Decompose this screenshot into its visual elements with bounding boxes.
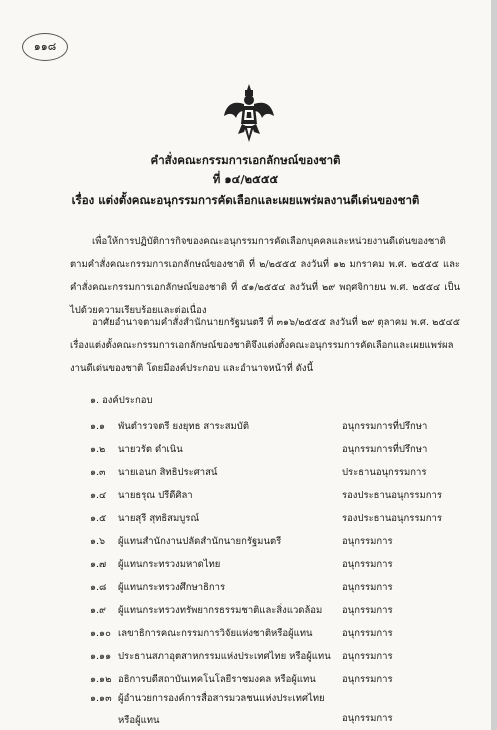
member-name: นายธรุณ ปรีดีศิลา: [118, 490, 193, 501]
member-row: [90, 648, 460, 666]
member-row: [90, 625, 460, 643]
member-number: ๑.๓: [90, 467, 106, 478]
member-number: ๑.๖: [90, 536, 106, 547]
member-number: ๑.๕: [90, 513, 107, 524]
member-role: อนุกรรมการ: [342, 674, 393, 685]
page-number: ๑๑๘: [22, 33, 68, 61]
order-subject: เรื่อง แต่งตั้งคณะอนุกรรมการคัดเลือกและเผยแพร่ผลงานดีเด่นของชาติ: [71, 193, 420, 207]
member-name: ผู้แทนสำนักงานปลัดสำนักนายกรัฐมนตรี: [118, 536, 282, 547]
garuda-emblem-icon: [222, 82, 276, 144]
member-number: ๑.๑๓: [90, 693, 112, 704]
member-role: อนุกรรมการ: [342, 651, 393, 662]
paragraph-purpose: เพื่อให้การปฏิบัติการกิจของคณะอนุกรรมการคัดเลือกบุคคลและหน่วยงานดีเด่นของชาติ ตามคำสั่งคณะกรรมการเอกลักษณ์ของชาติ ที่ ๒/๒๕๕๕ ลงวันที่ ๑๒ มกราคม พ.ศ. ๒๕๕๕ และคำสั่งคณะกรรมการเอกลักษณ์ของชาติ ที่ ๕๑/๒๕๕๔ ลงวันที่ ๒๙ พฤศจิกายน พ.ศ. ๒๕๕๔ เป็นไปด้วยความเรียบร้อยและต่อเนื่อง: [70, 236, 460, 316]
member-number: ๑.๙: [90, 605, 107, 616]
member-row: [90, 441, 460, 459]
member-number: ๑.๑๐: [90, 628, 111, 639]
member-row: [90, 418, 460, 436]
member-number: ๑.๑: [90, 421, 106, 432]
member-name: ผู้แทนกระทรวงมหาดไทย: [118, 559, 221, 570]
member-row: [90, 602, 460, 620]
member-name: เลขาธิการคณะกรรมการวิจัยแห่งชาติหรือผู้แทน: [118, 628, 313, 639]
member-role: อนุกรรมการ: [342, 559, 393, 570]
member-row: [90, 533, 460, 551]
member-row: [90, 556, 460, 574]
member-number: ๑.๒: [90, 444, 106, 455]
member-name: นายวรัต ดำเนิน: [118, 444, 183, 455]
member-name: นายสุรี สุทธิสมบูรณ์: [118, 513, 200, 524]
member-row: [90, 510, 460, 528]
member-role: รองประธานอนุกรรมการ: [342, 490, 442, 501]
paragraph-authority: อาศัยอำนาจตามคำสั่งสำนักนายกรัฐมนตรี ที่ ๓๑๖/๒๕๕๕ ลงวันที่ ๒๙ ตุลาคม พ.ศ. ๒๕๔๕ เรื่องแต่งตั้งคณะกรรมการเอกลักษณ์ของชาติจึงแต่งตั้งคณะอนุกรรมการคัดเลือกและเผยแพร่ผลงานดีเด่นของชาติ โดยมีองค์ประกอบ และอำนาจหน้าที่ ดังนี้: [70, 317, 460, 374]
order-number: ที่ ๑๔/๒๕๕๕: [212, 172, 279, 186]
member-number: ๑.๗: [90, 559, 107, 570]
member-role: อนุกรรมการที่ปรึกษา: [342, 421, 428, 432]
section-heading: ๑. องค์ประกอบ: [90, 395, 153, 406]
member-role: ประธานอนุกรรมการ: [342, 467, 427, 478]
order-title: คำสั่งคณะกรรมการเอกลักษณ์ของชาติ: [150, 153, 341, 167]
member-role: อนุกรรมการ: [342, 628, 393, 639]
member-name: ผู้แทนกระทรวงศึกษาธิการ: [118, 582, 226, 593]
member-row: [90, 487, 460, 505]
member-role: อนุกรรมการที่ปรึกษา: [342, 444, 428, 455]
member-role: อนุกรรมการ: [342, 713, 393, 724]
member-name: พันตำรวจตรี ยงยุทธ สาระสมบัติ: [118, 421, 250, 432]
member-name: ประธานสภาอุตสาหกรรมแห่งประเทศไทย หรือผู้แทน: [118, 651, 331, 662]
member-number: ๑.๘: [90, 582, 107, 593]
member-name: ผู้แทนกระทรวงทรัพยากรธรรมชาติและสิ่งแวดล้อม: [118, 605, 323, 616]
member-number: ๑.๑๒: [90, 674, 112, 685]
member-row: [90, 464, 460, 482]
member-name: ผู้อำนวยการองค์การสื่อสารมวลชนแห่งประเทศไทย: [118, 693, 325, 704]
member-row: [90, 671, 460, 689]
member-row: [90, 579, 460, 597]
member-name-continued: หรือผู้แทน: [118, 715, 160, 726]
member-role: รองประธานอนุกรรมการ: [342, 513, 442, 524]
member-role: อนุกรรมการ: [342, 536, 393, 547]
member-number: ๑.๔: [90, 490, 107, 501]
member-role: อนุกรรมการ: [342, 605, 393, 616]
member-row: [90, 690, 460, 730]
member-name: อธิการบดีสถาบันเทคโนโลยีราชมงคล หรือผู้แทน: [118, 674, 316, 685]
member-name: นายเอนก สิทธิประศาสน์: [118, 467, 218, 478]
member-number: ๑.๑๑: [90, 651, 112, 662]
member-role: อนุกรรมการ: [342, 582, 393, 593]
